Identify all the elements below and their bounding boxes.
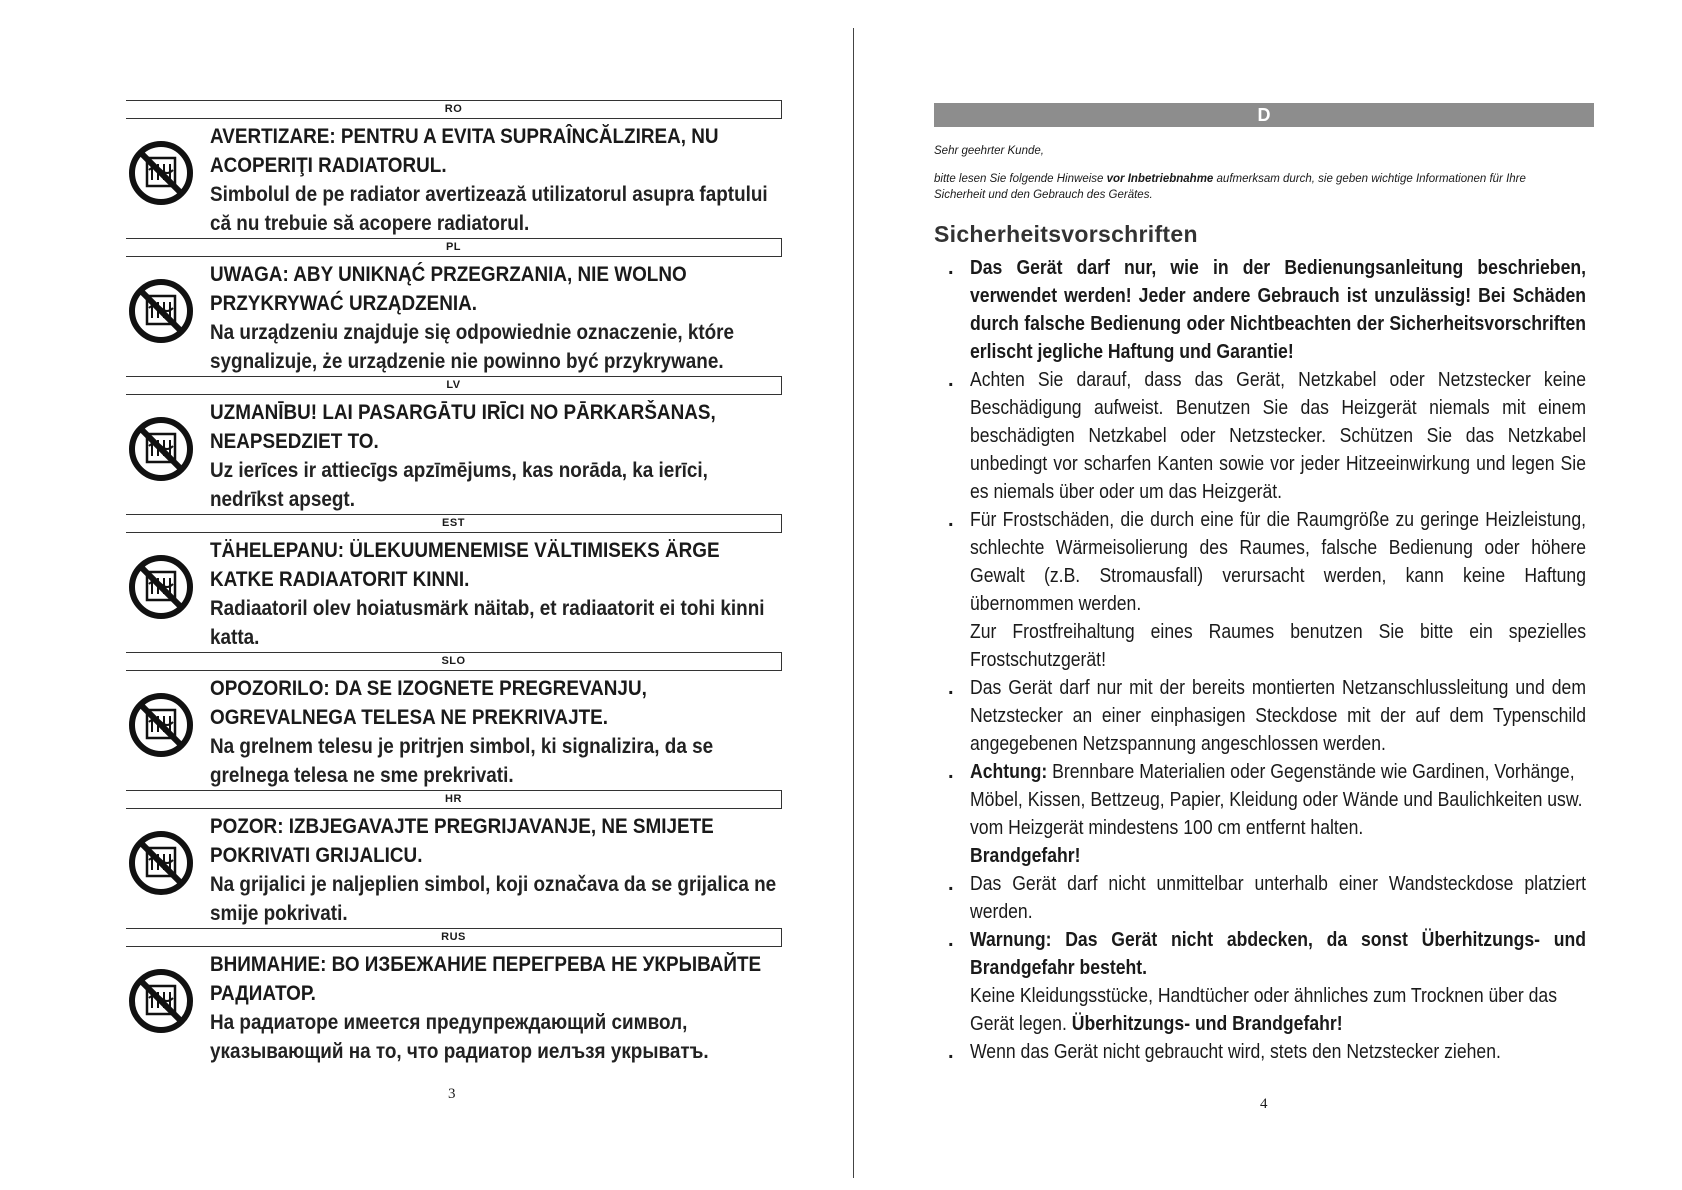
do-not-cover-icon [128, 830, 194, 896]
list-item: . Das Gerät darf nur mit der bereits montierten Netzanschlussleitung und dem Netzstecker an einer einphasigen Steckdose mit der auf dem Typenschild angegebenen Netzspannung angeschlossen werden. [948, 677, 1586, 755]
warning-description: Radiaatoril olev hoiatusmärk näitab, et radiaatorit ei tohi kinni katta. [210, 597, 765, 649]
do-not-cover-icon [128, 692, 194, 758]
language-code: RUS [126, 928, 782, 947]
page-number-right: 4 [1260, 1096, 1268, 1112]
warning-title: TÄHELEPANU: ÜLEKUUMENEMISE VÄLTIMISEKS ÄRGE KATKE RADIAATORIT KINNI. [210, 539, 720, 591]
warning-description: Na grelnem telesu je pritrjen simbol, ki signalizira, da se grelnega telesa ne sme prekrivati. [210, 735, 714, 787]
warning-title: AVERTIZARE: PENTRU A EVITA SUPRAÎNCĂLZIREA, NU ACOPERIŢI RADIATORUL. [210, 125, 719, 177]
list-item: . Achtung: Brennbare Materialien oder Gegenstände wie Gardinen, Vorhänge, Möbel, Kissen, Bettzeug, Papier, Kleidung oder Wände und Baulichkeiten usw. vom Heizgerät mindestens 100 cm entfernt halten. Brandgefahr! [948, 761, 1583, 867]
intro-text: bitte lesen Sie folgende Hinweise vor Inbetriebnahme aufmerksam durch, sie geben wichtige Informationen für Ihre Sicherheit und den Gebrauch des Gerätes. [934, 173, 1526, 201]
warning-title: OPOZORILO: DA SE IZOGNETE PREGREVANJU, OGREVALNEGA TELESA NE PREKRIVAJTE. [210, 677, 647, 729]
language-code: RO [126, 100, 782, 119]
warning-section-hr [126, 790, 782, 928]
language-code: EST [126, 514, 782, 533]
do-not-cover-icon [128, 968, 194, 1034]
warning-title: UZMANĪBU! LAI PASARGĀTU IRĪCI NO PĀRKARŠANAS, NEAPSEDZIET TO. [210, 401, 716, 453]
do-not-cover-icon [128, 554, 194, 620]
right-page [934, 103, 1594, 1066]
warning-description: На радиаторе имеется предупреждающий символ, указывающий на то, что радиатор иелъзя укрыватъ. [210, 1011, 709, 1063]
safety-rules-list [934, 254, 1594, 1066]
warning-section-ro [126, 100, 782, 238]
list-item: . Für Frostschäden, die durch eine für die Raumgröße zu geringe Heizleistung, schlechte Wärmeisolierung des Raumes, falsche Bedienung oder höhere Gewalt (z.B. Stromausfall) verursacht werden, kann keine Haftung übernommen werden. Zur Frostfreihaltung eines Raumes benutzen Sie bitte ein spezielles Frostschutzgerät! [948, 509, 1586, 671]
warning-section-rus [126, 928, 782, 1066]
warning-description: Na urządzeniu znajduje się odpowiednie oznaczenie, które sygnalizuje, że urządzenie nie powinno być przykrywane. [210, 321, 735, 373]
page-fold [853, 28, 854, 1178]
language-code: PL [126, 238, 782, 257]
language-code: SLO [126, 652, 782, 671]
warning-section-est [126, 514, 782, 652]
warning-section-lv [126, 376, 782, 514]
warning-description: Simbolul de pe radiator avertizează utilizatorul asupra faptului că nu trebuie să acopere radiatorul. [210, 183, 768, 235]
language-code: LV [126, 376, 782, 395]
list-item: . Warnung: Das Gerät nicht abdecken, da sonst Überhitzungs- und Brandgefahr besteht. Keine Kleidungsstücke, Handtücher oder ähnliches zum Trocknen über das Gerät legen. Überhitzungs- und Brandgefahr! [948, 929, 1586, 1035]
safety-heading: Sicherheitsvorschriften [934, 221, 1198, 247]
list-item: . Das Gerät darf nicht unmittelbar unterhalb einer Wandsteckdose platziert werden. [948, 873, 1586, 923]
greeting: Sehr geehrter Kunde, [934, 145, 1044, 157]
do-not-cover-icon [128, 278, 194, 344]
warning-section-slo [126, 652, 782, 790]
do-not-cover-icon [128, 416, 194, 482]
language-bar: D [934, 103, 1594, 127]
warning-description: Uz ierīces ir attiecīgs apzīmējums, kas norāda, ka ierīci, nedrīkst apsegt. [210, 459, 708, 511]
warning-title: ВНИМАНИЕ: ВО ИЗБЕЖАНИЕ ПЕРЕГРЕВА НЕ УКРЫВАЙТЕ РАДИАТОР. [210, 953, 762, 1005]
list-item: . Wenn das Gerät nicht gebraucht wird, stets den Netzstecker ziehen. [948, 1041, 1501, 1063]
warning-title: UWAGA: ABY UNIKNĄĆ PRZEGRZANIA, NIE WOLNO PRZYKRYWAĆ URZĄDZENIA. [210, 263, 687, 315]
warning-description: Na grijalici je naljeplien simbol, koji označava da se grijalica ne smije pokrivati. [210, 873, 777, 925]
language-code: HR [126, 790, 782, 809]
list-item: . Das Gerät darf nur, wie in der Bedienungsanleitung beschrieben, verwendet werden! Jeder andere Gebrauch ist unzulässig! Bei Schäden durch falsche Bedienung oder Nichtbeachten der Sicherheitsvorschriften erlischt jegliche Haftung und Garantie! [948, 257, 1586, 363]
warning-title: POZOR: IZBJEGAVAJTE PREGRIJAVANJE, NE SMIJETE POKRIVATI GRIJALICU. [210, 815, 714, 867]
page-number-left: 3 [448, 1086, 456, 1102]
warning-section-pl [126, 238, 782, 376]
list-item: . Achten Sie darauf, dass das Gerät, Netzkabel oder Netzstecker keine Beschädigung aufweist. Benutzen Sie das Heizgerät niemals mit einem beschädigten Netzkabel oder Netzstecker. Schützen Sie das Netzkabel unbedingt vor scharfen Kanten sowie vor jeder Hitzeeinwirkung und legen Sie es niemals über oder um das Heizgerät. [948, 369, 1586, 503]
do-not-cover-icon [128, 140, 194, 206]
left-page [126, 100, 782, 1066]
